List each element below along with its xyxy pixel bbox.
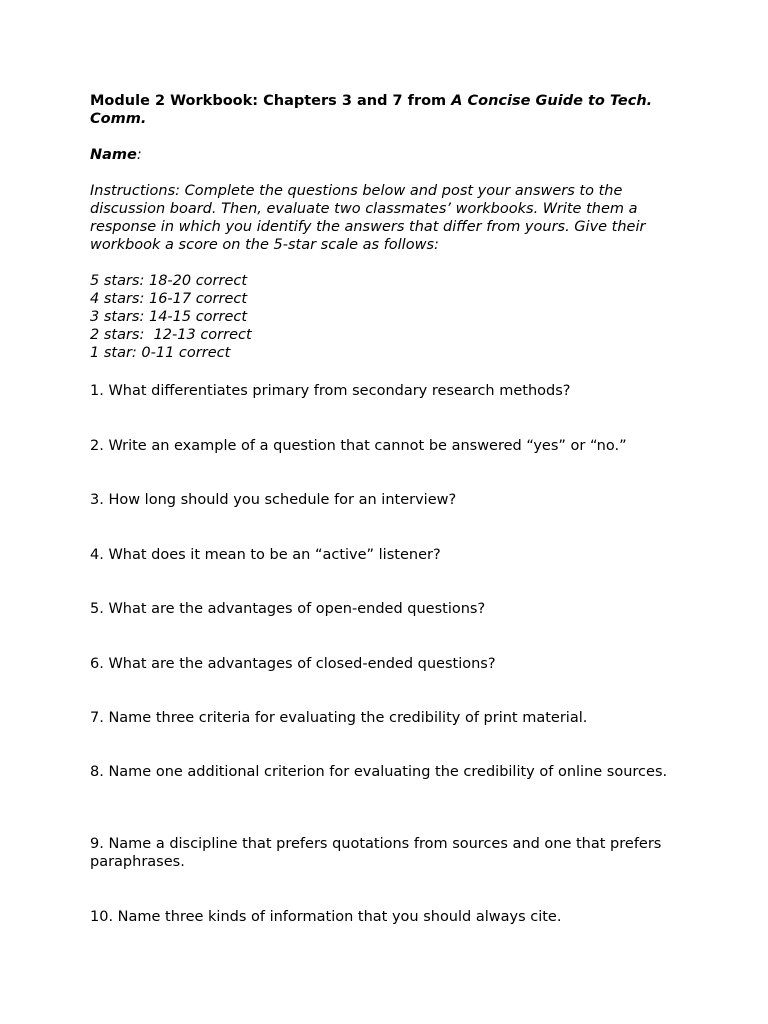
scale-line: 4 stars: 16-17 correct xyxy=(90,291,248,307)
book-title: A Concise Guide to Tech. Comm. xyxy=(90,93,653,127)
question-6: 6. What are the advantages of closed-ended questions? xyxy=(90,656,496,672)
question-2: 2. Write an example of a question that cannot be answered “yes” or “no.” xyxy=(90,438,627,454)
question-3: 3. How long should you schedule for an interview? xyxy=(90,492,457,508)
scale-line: 1 star: 0-11 correct xyxy=(90,345,231,361)
document-page xyxy=(90,92,680,362)
scale-line: 3 stars: 14-15 correct xyxy=(90,309,248,325)
question-4: 4. What does it mean to be an “active” listener? xyxy=(90,547,441,563)
question-5: 5. What are the advantages of open-ended questions? xyxy=(90,601,486,617)
scale-line: 2 stars: 12-13 correct xyxy=(90,327,252,343)
question-10: 10. Name three kinds of information that you should always cite. xyxy=(90,909,562,925)
question-1: 1. What differentiates primary from secondary research methods? xyxy=(90,383,571,399)
question-9: 9. Name a discipline that prefers quotations from sources and one that prefers paraphrases. xyxy=(90,836,662,870)
question-8: 8. Name one additional criterion for evaluating the credibility of online sources. xyxy=(90,764,668,780)
name-label: Name xyxy=(90,147,137,163)
name-field-line xyxy=(90,146,680,164)
question-7: 7. Name three criteria for evaluating the credibility of print material. xyxy=(90,710,588,726)
scale-line: 5 stars: 18-20 correct xyxy=(90,273,248,289)
star-scale xyxy=(90,272,680,362)
instructions-paragraph: Instructions: Complete the questions below and post your answers to the discussion board. Then, evaluate two classmates’ workbooks. Write them a response in which you identify the answers that differ from yours. Give their workbook a score on the 5-star scale as follows: xyxy=(90,183,646,253)
title-text: Module 2 Workbook: Chapters 3 and 7 from xyxy=(90,93,452,109)
document-title xyxy=(90,92,680,128)
name-colon: : xyxy=(136,147,142,163)
